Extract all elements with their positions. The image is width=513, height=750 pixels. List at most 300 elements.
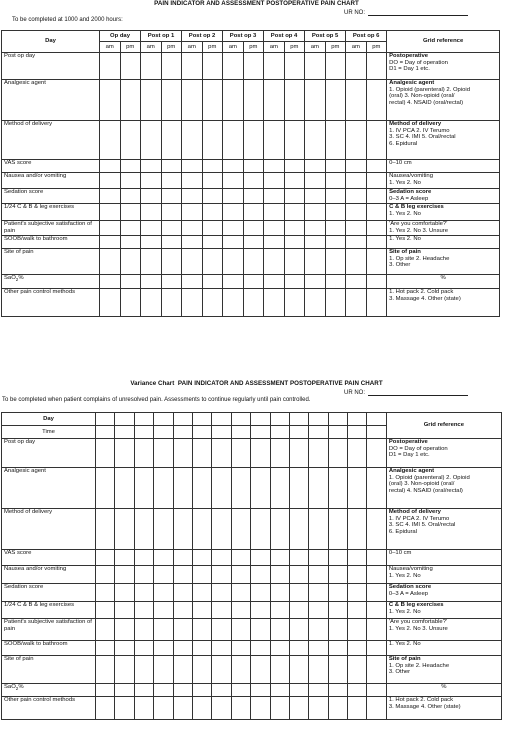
entry-cell[interactable] bbox=[346, 221, 367, 236]
entry-cell[interactable] bbox=[289, 684, 308, 697]
entry-cell[interactable] bbox=[100, 121, 121, 160]
entry-cell[interactable] bbox=[100, 249, 121, 275]
entry-cell[interactable] bbox=[367, 619, 386, 641]
entry-cell[interactable] bbox=[223, 173, 244, 189]
entry-cell[interactable] bbox=[366, 275, 387, 289]
entry-cell[interactable] bbox=[251, 439, 270, 468]
entry-cell[interactable] bbox=[173, 426, 192, 439]
entry-cell[interactable] bbox=[325, 249, 346, 275]
entry-cell[interactable] bbox=[264, 189, 285, 204]
entry-cell[interactable] bbox=[115, 656, 134, 684]
entry-cell[interactable] bbox=[231, 641, 250, 656]
entry-cell[interactable] bbox=[328, 468, 347, 509]
entry-cell[interactable] bbox=[328, 426, 347, 439]
entry-cell[interactable] bbox=[367, 550, 386, 566]
entry-cell[interactable] bbox=[367, 656, 386, 684]
entry-cell[interactable] bbox=[348, 413, 367, 426]
entry-cell[interactable] bbox=[212, 619, 231, 641]
entry-cell[interactable] bbox=[305, 289, 326, 317]
entry-cell[interactable] bbox=[309, 656, 328, 684]
entry-cell[interactable] bbox=[270, 468, 289, 509]
entry-cell[interactable] bbox=[243, 80, 264, 121]
entry-cell[interactable] bbox=[120, 249, 141, 275]
entry-cell[interactable] bbox=[134, 413, 153, 426]
entry-cell[interactable] bbox=[154, 619, 173, 641]
entry-cell[interactable] bbox=[192, 584, 211, 602]
entry-cell[interactable] bbox=[305, 121, 326, 160]
entry-cell[interactable] bbox=[289, 584, 308, 602]
entry-cell[interactable] bbox=[161, 204, 182, 221]
entry-cell[interactable] bbox=[346, 173, 367, 189]
entry-cell[interactable] bbox=[100, 289, 121, 317]
entry-cell[interactable] bbox=[348, 468, 367, 509]
entry-cell[interactable] bbox=[192, 619, 211, 641]
entry-cell[interactable] bbox=[346, 80, 367, 121]
entry-cell[interactable] bbox=[366, 173, 387, 189]
entry-cell[interactable] bbox=[251, 619, 270, 641]
entry-cell[interactable] bbox=[264, 236, 285, 249]
entry-cell[interactable] bbox=[161, 275, 182, 289]
entry-cell[interactable] bbox=[289, 566, 308, 584]
entry-cell[interactable] bbox=[305, 80, 326, 121]
entry-cell[interactable] bbox=[243, 249, 264, 275]
entry-cell[interactable] bbox=[251, 566, 270, 584]
entry-cell[interactable] bbox=[348, 566, 367, 584]
entry-cell[interactable] bbox=[231, 602, 250, 619]
entry-cell[interactable] bbox=[284, 80, 305, 121]
entry-cell[interactable] bbox=[173, 697, 192, 720]
entry-cell[interactable] bbox=[154, 439, 173, 468]
entry-cell[interactable] bbox=[289, 602, 308, 619]
entry-cell[interactable] bbox=[231, 619, 250, 641]
entry-cell[interactable] bbox=[309, 468, 328, 509]
entry-cell[interactable] bbox=[309, 602, 328, 619]
entry-cell[interactable] bbox=[182, 249, 203, 275]
entry-cell[interactable] bbox=[154, 584, 173, 602]
entry-cell[interactable] bbox=[141, 275, 162, 289]
entry-cell[interactable] bbox=[96, 413, 115, 426]
entry-cell[interactable] bbox=[192, 684, 211, 697]
entry-cell[interactable] bbox=[264, 221, 285, 236]
entry-cell[interactable] bbox=[325, 173, 346, 189]
entry-cell[interactable] bbox=[182, 189, 203, 204]
entry-cell[interactable] bbox=[173, 684, 192, 697]
entry-cell[interactable] bbox=[141, 160, 162, 173]
entry-cell[interactable] bbox=[173, 619, 192, 641]
entry-cell[interactable] bbox=[154, 550, 173, 566]
entry-cell[interactable] bbox=[367, 584, 386, 602]
ur-no-line[interactable] bbox=[368, 389, 468, 396]
entry-cell[interactable] bbox=[367, 684, 386, 697]
entry-cell[interactable] bbox=[243, 204, 264, 221]
entry-cell[interactable] bbox=[367, 602, 386, 619]
entry-cell[interactable] bbox=[348, 684, 367, 697]
entry-cell[interactable] bbox=[223, 189, 244, 204]
entry-cell[interactable] bbox=[115, 426, 134, 439]
entry-cell[interactable] bbox=[212, 439, 231, 468]
entry-cell[interactable] bbox=[366, 80, 387, 121]
entry-cell[interactable] bbox=[305, 275, 326, 289]
entry-cell[interactable] bbox=[251, 550, 270, 566]
entry-cell[interactable] bbox=[154, 656, 173, 684]
entry-cell[interactable] bbox=[305, 160, 326, 173]
entry-cell[interactable] bbox=[182, 53, 203, 80]
entry-cell[interactable] bbox=[251, 509, 270, 550]
entry-cell[interactable] bbox=[161, 53, 182, 80]
entry-cell[interactable] bbox=[223, 121, 244, 160]
entry-cell[interactable] bbox=[346, 189, 367, 204]
entry-cell[interactable] bbox=[192, 641, 211, 656]
entry-cell[interactable] bbox=[328, 619, 347, 641]
entry-cell[interactable] bbox=[325, 80, 346, 121]
entry-cell[interactable] bbox=[289, 426, 308, 439]
entry-cell[interactable] bbox=[328, 439, 347, 468]
entry-cell[interactable] bbox=[309, 684, 328, 697]
entry-cell[interactable] bbox=[325, 121, 346, 160]
entry-cell[interactable] bbox=[346, 236, 367, 249]
entry-cell[interactable] bbox=[120, 121, 141, 160]
entry-cell[interactable] bbox=[264, 80, 285, 121]
entry-cell[interactable] bbox=[141, 204, 162, 221]
entry-cell[interactable] bbox=[325, 275, 346, 289]
entry-cell[interactable] bbox=[192, 439, 211, 468]
entry-cell[interactable] bbox=[202, 236, 223, 249]
entry-cell[interactable] bbox=[366, 204, 387, 221]
entry-cell[interactable] bbox=[251, 426, 270, 439]
entry-cell[interactable] bbox=[309, 413, 328, 426]
entry-cell[interactable] bbox=[367, 426, 386, 439]
entry-cell[interactable] bbox=[367, 468, 386, 509]
entry-cell[interactable] bbox=[134, 426, 153, 439]
entry-cell[interactable] bbox=[120, 80, 141, 121]
entry-cell[interactable] bbox=[223, 221, 244, 236]
entry-cell[interactable] bbox=[96, 656, 115, 684]
entry-cell[interactable] bbox=[270, 439, 289, 468]
entry-cell[interactable] bbox=[182, 275, 203, 289]
entry-cell[interactable] bbox=[231, 468, 250, 509]
entry-cell[interactable] bbox=[141, 173, 162, 189]
entry-cell[interactable] bbox=[289, 439, 308, 468]
entry-cell[interactable] bbox=[346, 249, 367, 275]
entry-cell[interactable] bbox=[346, 160, 367, 173]
entry-cell[interactable] bbox=[251, 413, 270, 426]
ur-no-line[interactable] bbox=[368, 9, 468, 16]
entry-cell[interactable] bbox=[134, 641, 153, 656]
entry-cell[interactable] bbox=[328, 602, 347, 619]
entry-cell[interactable] bbox=[100, 160, 121, 173]
entry-cell[interactable] bbox=[96, 602, 115, 619]
entry-cell[interactable] bbox=[154, 413, 173, 426]
entry-cell[interactable] bbox=[270, 584, 289, 602]
entry-cell[interactable] bbox=[251, 641, 270, 656]
entry-cell[interactable] bbox=[284, 121, 305, 160]
entry-cell[interactable] bbox=[154, 602, 173, 619]
entry-cell[interactable] bbox=[231, 684, 250, 697]
entry-cell[interactable] bbox=[192, 550, 211, 566]
entry-cell[interactable] bbox=[305, 249, 326, 275]
entry-cell[interactable] bbox=[270, 697, 289, 720]
entry-cell[interactable] bbox=[348, 656, 367, 684]
entry-cell[interactable] bbox=[270, 619, 289, 641]
entry-cell[interactable] bbox=[96, 439, 115, 468]
entry-cell[interactable] bbox=[173, 584, 192, 602]
entry-cell[interactable] bbox=[231, 550, 250, 566]
entry-cell[interactable] bbox=[328, 413, 347, 426]
entry-cell[interactable] bbox=[231, 426, 250, 439]
entry-cell[interactable] bbox=[231, 566, 250, 584]
entry-cell[interactable] bbox=[161, 160, 182, 173]
entry-cell[interactable] bbox=[309, 426, 328, 439]
entry-cell[interactable] bbox=[346, 275, 367, 289]
entry-cell[interactable] bbox=[192, 468, 211, 509]
entry-cell[interactable] bbox=[270, 602, 289, 619]
entry-cell[interactable] bbox=[309, 439, 328, 468]
entry-cell[interactable] bbox=[202, 275, 223, 289]
entry-cell[interactable] bbox=[96, 468, 115, 509]
entry-cell[interactable] bbox=[212, 550, 231, 566]
entry-cell[interactable] bbox=[120, 189, 141, 204]
entry-cell[interactable] bbox=[309, 641, 328, 656]
entry-cell[interactable] bbox=[96, 426, 115, 439]
entry-cell[interactable] bbox=[115, 566, 134, 584]
entry-cell[interactable] bbox=[270, 509, 289, 550]
entry-cell[interactable] bbox=[154, 697, 173, 720]
entry-cell[interactable] bbox=[96, 641, 115, 656]
entry-cell[interactable] bbox=[325, 189, 346, 204]
entry-cell[interactable] bbox=[348, 619, 367, 641]
entry-cell[interactable] bbox=[212, 697, 231, 720]
entry-cell[interactable] bbox=[212, 641, 231, 656]
entry-cell[interactable] bbox=[223, 236, 244, 249]
entry-cell[interactable] bbox=[182, 80, 203, 121]
entry-cell[interactable] bbox=[223, 53, 244, 80]
entry-cell[interactable] bbox=[325, 204, 346, 221]
entry-cell[interactable] bbox=[161, 249, 182, 275]
entry-cell[interactable] bbox=[231, 509, 250, 550]
entry-cell[interactable] bbox=[120, 53, 141, 80]
entry-cell[interactable] bbox=[309, 584, 328, 602]
entry-cell[interactable] bbox=[192, 566, 211, 584]
entry-cell[interactable] bbox=[182, 289, 203, 317]
entry-cell[interactable] bbox=[100, 236, 121, 249]
entry-cell[interactable] bbox=[141, 80, 162, 121]
entry-cell[interactable] bbox=[284, 289, 305, 317]
entry-cell[interactable] bbox=[328, 641, 347, 656]
entry-cell[interactable] bbox=[141, 249, 162, 275]
entry-cell[interactable] bbox=[366, 121, 387, 160]
entry-cell[interactable] bbox=[231, 656, 250, 684]
entry-cell[interactable] bbox=[309, 566, 328, 584]
entry-cell[interactable] bbox=[346, 204, 367, 221]
entry-cell[interactable] bbox=[96, 509, 115, 550]
entry-cell[interactable] bbox=[120, 204, 141, 221]
entry-cell[interactable] bbox=[182, 173, 203, 189]
entry-cell[interactable] bbox=[243, 121, 264, 160]
entry-cell[interactable] bbox=[161, 221, 182, 236]
entry-cell[interactable] bbox=[289, 468, 308, 509]
entry-cell[interactable] bbox=[348, 602, 367, 619]
entry-cell[interactable] bbox=[173, 439, 192, 468]
entry-cell[interactable] bbox=[325, 160, 346, 173]
entry-cell[interactable] bbox=[346, 53, 367, 80]
entry-cell[interactable] bbox=[223, 204, 244, 221]
entry-cell[interactable] bbox=[243, 189, 264, 204]
entry-cell[interactable] bbox=[161, 289, 182, 317]
entry-cell[interactable] bbox=[141, 121, 162, 160]
entry-cell[interactable] bbox=[202, 249, 223, 275]
entry-cell[interactable] bbox=[115, 439, 134, 468]
entry-cell[interactable] bbox=[212, 413, 231, 426]
entry-cell[interactable] bbox=[325, 236, 346, 249]
entry-cell[interactable] bbox=[251, 697, 270, 720]
entry-cell[interactable] bbox=[202, 173, 223, 189]
entry-cell[interactable] bbox=[100, 204, 121, 221]
entry-cell[interactable] bbox=[202, 160, 223, 173]
entry-cell[interactable] bbox=[115, 584, 134, 602]
entry-cell[interactable] bbox=[231, 584, 250, 602]
entry-cell[interactable] bbox=[96, 566, 115, 584]
entry-cell[interactable] bbox=[367, 439, 386, 468]
entry-cell[interactable] bbox=[115, 641, 134, 656]
entry-cell[interactable] bbox=[270, 550, 289, 566]
entry-cell[interactable] bbox=[134, 684, 153, 697]
entry-cell[interactable] bbox=[231, 697, 250, 720]
entry-cell[interactable] bbox=[270, 641, 289, 656]
entry-cell[interactable] bbox=[202, 121, 223, 160]
entry-cell[interactable] bbox=[173, 602, 192, 619]
entry-cell[interactable] bbox=[348, 509, 367, 550]
entry-cell[interactable] bbox=[284, 53, 305, 80]
entry-cell[interactable] bbox=[173, 509, 192, 550]
entry-cell[interactable] bbox=[251, 684, 270, 697]
entry-cell[interactable] bbox=[141, 289, 162, 317]
entry-cell[interactable] bbox=[251, 584, 270, 602]
entry-cell[interactable] bbox=[173, 566, 192, 584]
entry-cell[interactable] bbox=[305, 173, 326, 189]
entry-cell[interactable] bbox=[223, 289, 244, 317]
entry-cell[interactable] bbox=[173, 413, 192, 426]
entry-cell[interactable] bbox=[243, 53, 264, 80]
entry-cell[interactable] bbox=[212, 468, 231, 509]
entry-cell[interactable] bbox=[96, 697, 115, 720]
entry-cell[interactable] bbox=[289, 509, 308, 550]
entry-cell[interactable] bbox=[305, 189, 326, 204]
entry-cell[interactable] bbox=[264, 173, 285, 189]
entry-cell[interactable] bbox=[141, 189, 162, 204]
entry-cell[interactable] bbox=[212, 426, 231, 439]
entry-cell[interactable] bbox=[134, 656, 153, 684]
entry-cell[interactable] bbox=[367, 413, 386, 426]
entry-cell[interactable] bbox=[182, 160, 203, 173]
entry-cell[interactable] bbox=[223, 249, 244, 275]
entry-cell[interactable] bbox=[154, 426, 173, 439]
entry-cell[interactable] bbox=[305, 221, 326, 236]
entry-cell[interactable] bbox=[154, 509, 173, 550]
entry-cell[interactable] bbox=[141, 53, 162, 80]
entry-cell[interactable] bbox=[243, 221, 264, 236]
entry-cell[interactable] bbox=[348, 426, 367, 439]
entry-cell[interactable] bbox=[264, 160, 285, 173]
entry-cell[interactable] bbox=[192, 426, 211, 439]
entry-cell[interactable] bbox=[243, 236, 264, 249]
entry-cell[interactable] bbox=[328, 566, 347, 584]
entry-cell[interactable] bbox=[251, 656, 270, 684]
entry-cell[interactable] bbox=[173, 550, 192, 566]
entry-cell[interactable] bbox=[173, 468, 192, 509]
entry-cell[interactable] bbox=[309, 619, 328, 641]
entry-cell[interactable] bbox=[173, 641, 192, 656]
entry-cell[interactable] bbox=[154, 641, 173, 656]
entry-cell[interactable] bbox=[202, 80, 223, 121]
entry-cell[interactable] bbox=[182, 121, 203, 160]
entry-cell[interactable] bbox=[100, 173, 121, 189]
entry-cell[interactable] bbox=[202, 221, 223, 236]
entry-cell[interactable] bbox=[182, 204, 203, 221]
entry-cell[interactable] bbox=[367, 509, 386, 550]
entry-cell[interactable] bbox=[212, 602, 231, 619]
entry-cell[interactable] bbox=[305, 236, 326, 249]
entry-cell[interactable] bbox=[202, 289, 223, 317]
entry-cell[interactable] bbox=[366, 221, 387, 236]
entry-cell[interactable] bbox=[100, 221, 121, 236]
entry-cell[interactable] bbox=[309, 697, 328, 720]
entry-cell[interactable] bbox=[284, 204, 305, 221]
entry-cell[interactable] bbox=[348, 584, 367, 602]
entry-cell[interactable] bbox=[100, 80, 121, 121]
entry-cell[interactable] bbox=[134, 550, 153, 566]
entry-cell[interactable] bbox=[141, 236, 162, 249]
entry-cell[interactable] bbox=[243, 275, 264, 289]
entry-cell[interactable] bbox=[192, 509, 211, 550]
entry-cell[interactable] bbox=[366, 236, 387, 249]
entry-cell[interactable] bbox=[115, 509, 134, 550]
entry-cell[interactable] bbox=[328, 550, 347, 566]
entry-cell[interactable] bbox=[346, 289, 367, 317]
entry-cell[interactable] bbox=[192, 602, 211, 619]
entry-cell[interactable] bbox=[120, 289, 141, 317]
entry-cell[interactable] bbox=[367, 566, 386, 584]
entry-cell[interactable] bbox=[202, 204, 223, 221]
entry-cell[interactable] bbox=[366, 189, 387, 204]
entry-cell[interactable] bbox=[154, 468, 173, 509]
entry-cell[interactable] bbox=[289, 413, 308, 426]
entry-cell[interactable] bbox=[367, 641, 386, 656]
entry-cell[interactable] bbox=[348, 697, 367, 720]
entry-cell[interactable] bbox=[231, 439, 250, 468]
entry-cell[interactable] bbox=[284, 221, 305, 236]
entry-cell[interactable] bbox=[348, 550, 367, 566]
entry-cell[interactable] bbox=[100, 53, 121, 80]
entry-cell[interactable] bbox=[115, 413, 134, 426]
entry-cell[interactable] bbox=[348, 439, 367, 468]
entry-cell[interactable] bbox=[115, 619, 134, 641]
entry-cell[interactable] bbox=[212, 684, 231, 697]
entry-cell[interactable] bbox=[243, 160, 264, 173]
entry-cell[interactable] bbox=[325, 221, 346, 236]
entry-cell[interactable] bbox=[202, 189, 223, 204]
entry-cell[interactable] bbox=[309, 550, 328, 566]
entry-cell[interactable] bbox=[264, 275, 285, 289]
entry-cell[interactable] bbox=[289, 641, 308, 656]
entry-cell[interactable] bbox=[161, 80, 182, 121]
entry-cell[interactable] bbox=[212, 509, 231, 550]
entry-cell[interactable] bbox=[223, 80, 244, 121]
entry-cell[interactable] bbox=[243, 289, 264, 317]
entry-cell[interactable] bbox=[134, 566, 153, 584]
entry-cell[interactable] bbox=[264, 204, 285, 221]
entry-cell[interactable] bbox=[100, 189, 121, 204]
entry-cell[interactable] bbox=[141, 221, 162, 236]
